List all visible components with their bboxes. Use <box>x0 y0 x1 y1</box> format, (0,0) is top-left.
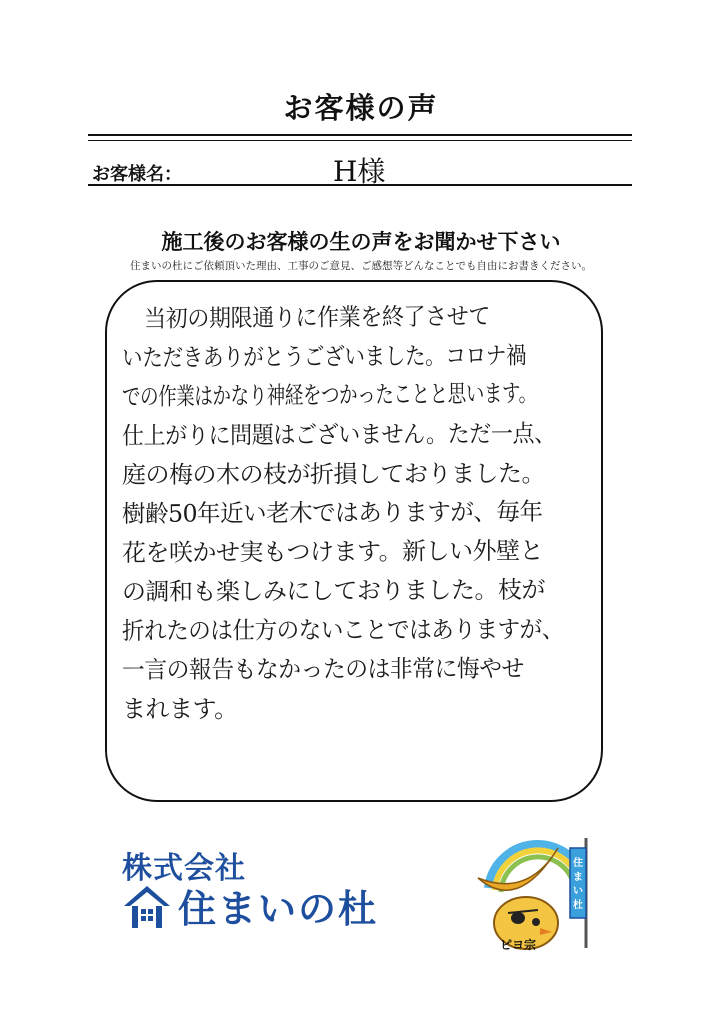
comment-line: 当初の期限通りに作業を終了させて <box>143 302 491 333</box>
comment-line: 庭の梅の木の枝が折損しておりました。 <box>121 459 546 489</box>
title-double-rule <box>88 134 632 141</box>
customer-name: H様 <box>333 155 386 188</box>
page-title: お客様の声 <box>283 91 439 125</box>
comment-line: 一言の報告もなかったのは非常に悔やせ <box>121 654 524 684</box>
company-kabushiki: 株式会社 <box>122 851 246 886</box>
svg-text:ま: ま <box>573 872 583 883</box>
svg-text:住: 住 <box>573 858 583 869</box>
house-logo-icon <box>122 882 172 932</box>
comment-line: での作業はかなり神経をつかったことと思います。 <box>121 379 537 411</box>
comment-line: 樹齢50年近い老木ではありますが、毎年 <box>121 497 543 528</box>
comment-line: いただきありがとうございました。コロナ禍 <box>121 341 527 372</box>
comment-line: まれます。 <box>122 695 238 723</box>
customer-label: お客様名： <box>92 164 182 185</box>
handwritten-comment <box>122 300 592 729</box>
comment-line: の調和も楽しみにしておりました。枝が <box>121 575 546 606</box>
svg-text:い: い <box>573 886 583 897</box>
section-heading: 施工後のお客様の生の声をお聞かせ下さい <box>161 230 561 254</box>
comment-line: 折れたのは仕方のないことではありますが、 <box>121 615 564 645</box>
customer-row <box>88 150 632 186</box>
section-subheading: 住まいの杜にご依頼頂いた理由、工事のご意見、ご感想等どんなことでも自由にお書きください。 <box>130 260 592 272</box>
mascot-caption: ピヨ宗 <box>499 938 536 952</box>
comment-line: 仕上がりに問題はございません。ただ一点、 <box>121 419 556 450</box>
company-name: 住まいの杜 <box>178 887 379 931</box>
svg-text:杜: 杜 <box>573 900 583 911</box>
comment-line: 花を咲かせ実もつけます。新しい外壁と <box>121 536 544 567</box>
